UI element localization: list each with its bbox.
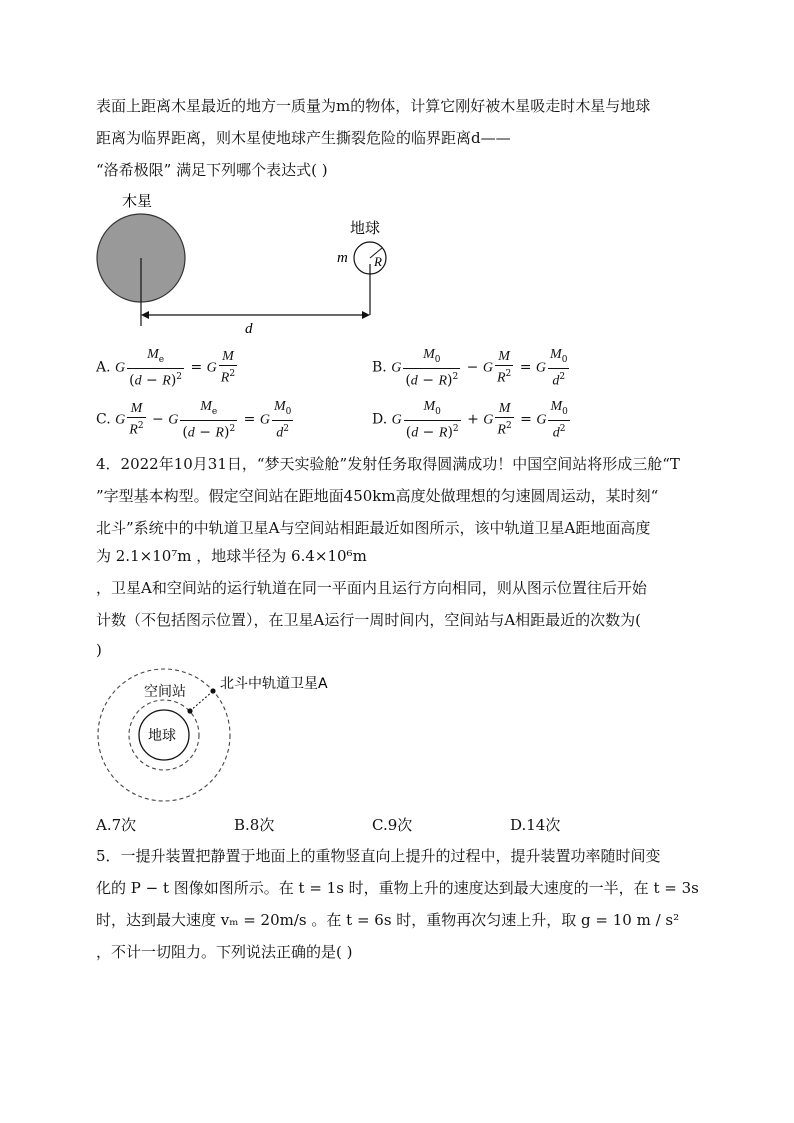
q4-text-line-7: ): [96, 641, 102, 659]
q3-text-line-1: 表面上距离木星最近的地方一质量为m的物体，计算它刚好被木星吸走时木星与地球: [96, 97, 651, 115]
q5-text-line-1: 5．一提升装置把静置于地面上的重物竖直向上提升的过程中，提升装置功率随时间变: [96, 847, 661, 865]
m-label: m: [337, 250, 348, 266]
q4-text-line-5: ，卫星A和空间站的运行轨道在同一平面内且运行方向相同，则从图示位置往后开始: [96, 579, 647, 597]
q3-option-d[interactable]: D. G $\frac{M_0}{(d - R)^2}$ + G $\frac{M}{R^2}$ = G $\frac{M_0}{d^2}$: [372, 399, 568, 441]
q5-text-line-2: 化的 P − t 图像如图所示。在 t = 1s 时，重物上升的速度达到最大速度的一半，在 t = 3s: [96, 879, 699, 897]
q5-text-line-4: ，不计一切阻力。下列说法正确的是( ): [96, 943, 353, 961]
d-label: d: [245, 321, 253, 337]
q4-option-d[interactable]: D.14次: [510, 816, 561, 834]
R-label: R: [374, 254, 382, 269]
q3-option-a[interactable]: A. G $\frac{M_e}{(d - R)^2}$ = G $\frac{M}{R^2}$: [96, 347, 236, 389]
satellite-dot: [210, 688, 215, 693]
q3-option-c[interactable]: C. G $\frac{M}{R^2}$ − G $\frac{M_e}{(d - R)^2}$ = G $\frac{M_0}{d^2}$: [96, 399, 292, 441]
q4-text-line-3: 北斗”系统中的中轨道卫星A与空间站相距最近如图所示，该中轨道卫星A距地面高度: [96, 519, 651, 537]
q4-option-b[interactable]: B.8次: [234, 816, 275, 834]
station-label: 空间站: [144, 684, 186, 700]
q4-orbit-diagram: [90, 668, 370, 808]
jupiter-label: 木星: [122, 192, 153, 210]
q5-text-line-3: 时，达到最大速度 vₘ = 20m/s 。在 t = 6s 时，重物再次匀速上升，取 g = 10 m / s²: [96, 911, 680, 929]
earth-label: 地球: [148, 728, 176, 744]
q4-option-a[interactable]: A.7次: [96, 816, 137, 834]
satellite-label: 北斗中轨道卫星A: [220, 676, 328, 692]
q4-text-line-2: ”字型基本构型。假定空间站在距地面450km高度处做理想的匀速圆周运动，某时刻“: [96, 487, 659, 505]
q3-text-line-3: “洛希极限” 满足下列哪个表达式( ): [96, 161, 328, 179]
q3-jupiter-earth-diagram: [90, 188, 410, 338]
q4-option-c[interactable]: C.9次: [372, 816, 413, 834]
q3-text-line-2: 距离为临界距离，则木星使地球产生撕裂危险的临界距离d——: [96, 129, 511, 147]
station-dot: [187, 708, 192, 713]
earth-label: 地球: [350, 219, 381, 237]
q4-text-line-1: 4．2022年10月31日，“梦天实验舱”发射任务取得圆满成功！中国空间站将形成三舱“T: [96, 455, 680, 473]
q4-text-line-4: 为 2.1×10⁷m ，地球半径为 6.4×10⁶m: [96, 547, 367, 565]
q3-option-b[interactable]: B. G $\frac{M_0}{(d - R)^2}$ − G $\frac{M}{R^2}$ = G $\frac{M_0}{d^2}$: [372, 347, 568, 389]
q4-text-line-6: 计数（不包括图示位置），在卫星A运行一周时间内，空间站与A相距最近的次数为(: [96, 611, 642, 629]
